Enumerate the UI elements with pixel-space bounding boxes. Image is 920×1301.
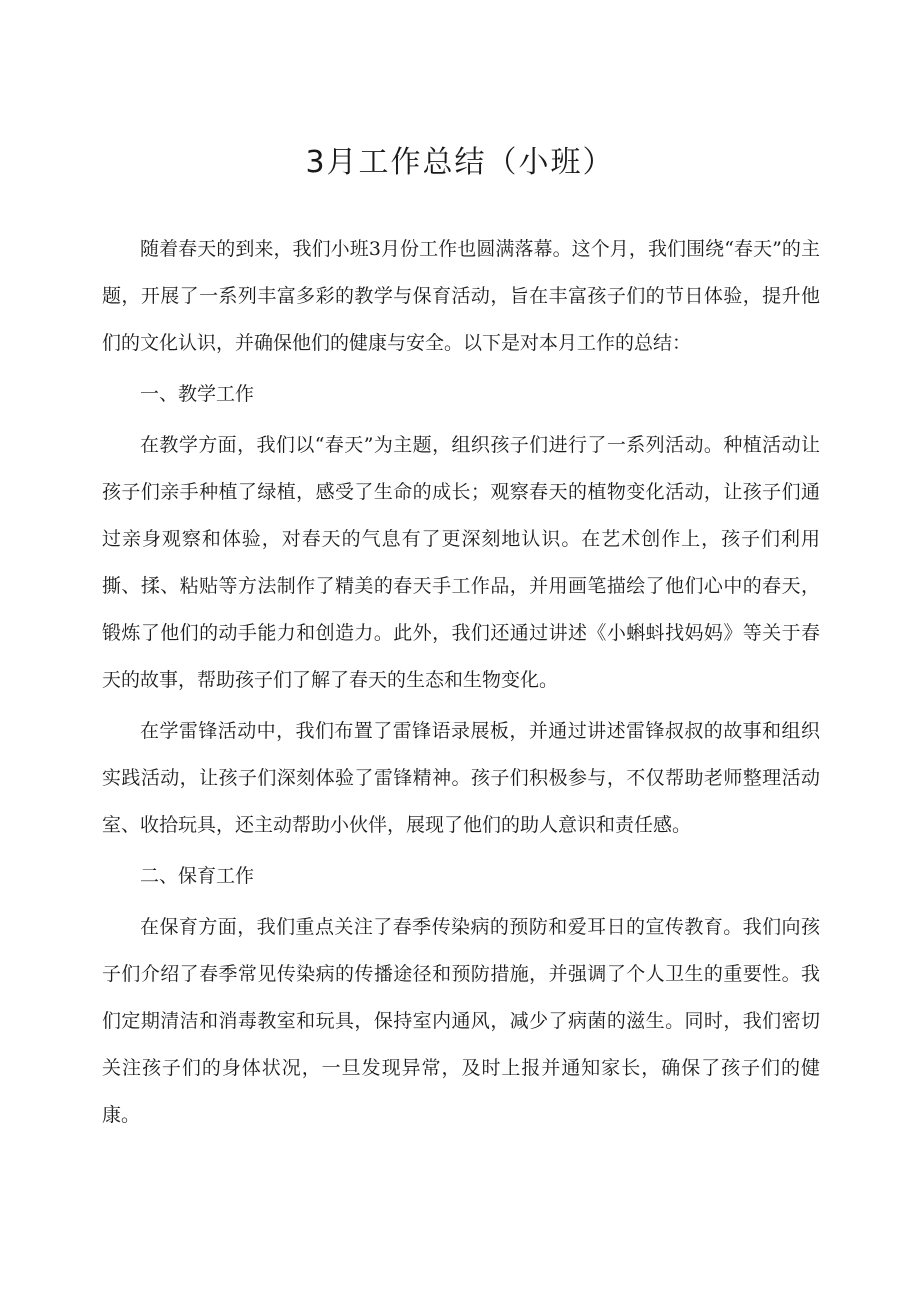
section-heading-care: 二、保育工作 xyxy=(140,865,255,887)
document-body xyxy=(102,226,820,1143)
intro-paragraph: 随着春天的到来，我们小班3月份工作也圆满落幕。这个月，我们围绕“春天”的主题，开展了一系列丰富多彩的教学与保育活动，旨在丰富孩子们的节日体验，提升他们的文化认识，并确保他们的健康与安全。以下是对本月工作的总结： xyxy=(102,238,820,354)
teaching-paragraph-2: 在学雷锋活动中，我们布置了雷锋语录展板，并通过讲述雷锋叔叔的故事和组织实践活动，让孩子们深刻体验了雷锋精神。孩子们积极参与，不仅帮助老师整理活动室、收拾玩具，还主动帮助小伙伴，展现了他们的助人意识和责任感。 xyxy=(102,720,820,836)
section-heading-teaching: 一、教学工作 xyxy=(140,383,255,405)
teaching-paragraph-1: 在教学方面，我们以“春天”为主题，组织孩子们进行了一系列活动。种植活动让孩子们亲手种植了绿植，感受了生命的成长；观察春天的植物变化活动，让孩子们通过亲身观察和体验，对春天的气息有了更深刻地认识。在艺术创作上，孩子们利用撕、揉、粘贴等方法制作了精美的春天手工作品，并用画笔描绘了他们心中的春天，锻炼了他们的动手能力和创造力。此外，我们还通过讲述《小蝌蚪找妈妈》等关于春天的故事，帮助孩子们了解了春天的生态和生物变化。 xyxy=(102,434,820,691)
document-title: 3月工作总结（小班） xyxy=(305,145,615,180)
care-paragraph-1: 在保育方面，我们重点关注了春季传染病的预防和爱耳日的宣传教育。我们向孩子们介绍了春季常见传染病的传播途径和预防措施，并强调了个人卫生的重要性。我们定期清洁和消毒教室和玩具，保持室内通风，减少了病菌的滋生。同时，我们密切关注孩子们的身体状况，一旦发现异常，及时上报并通知家长，确保了孩子们的健康。 xyxy=(102,916,820,1126)
